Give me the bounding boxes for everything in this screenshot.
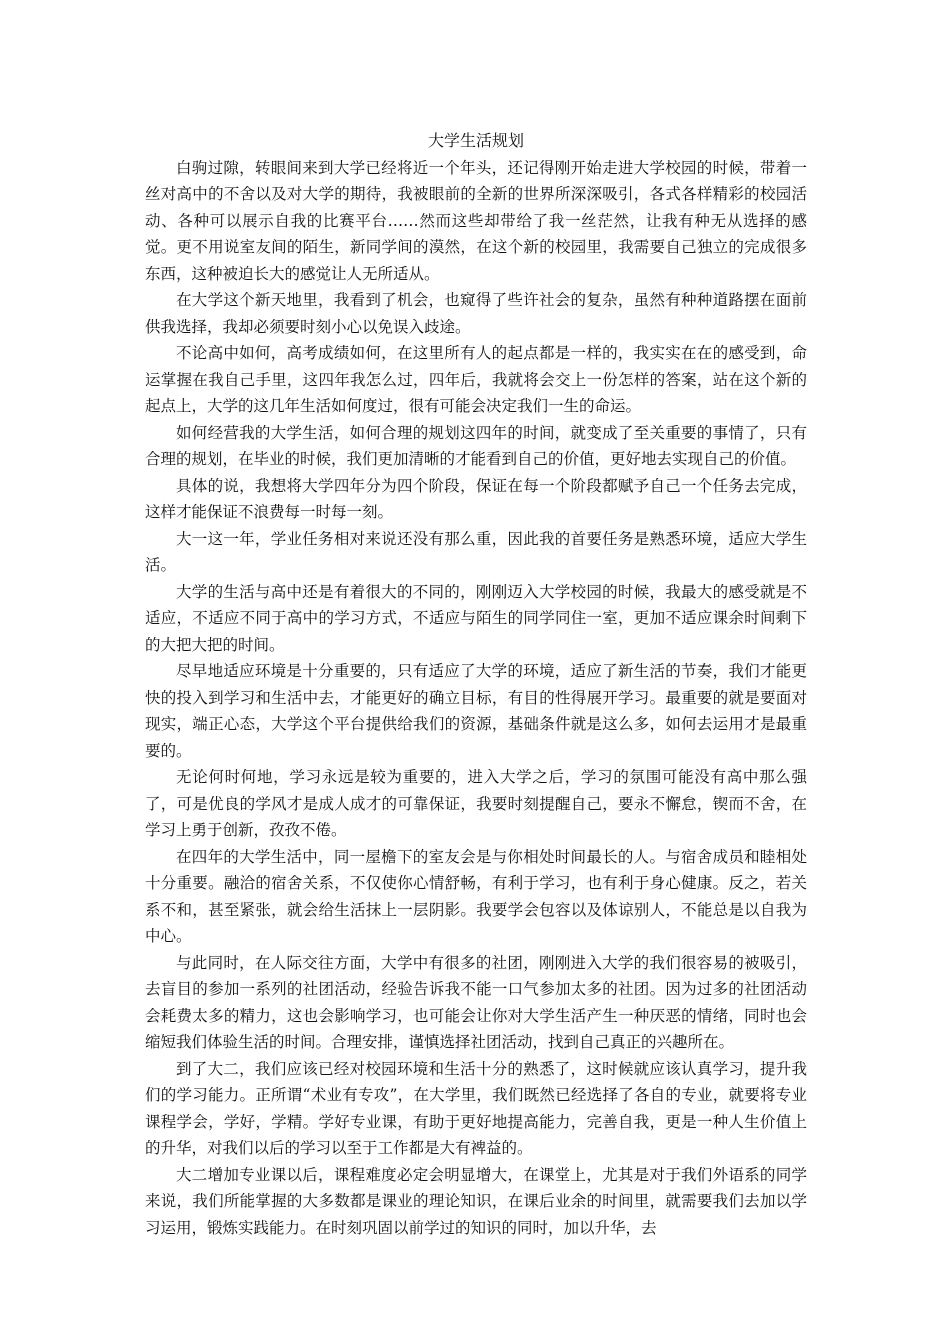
paragraph: 白驹过隙，转眼间来到大学已经将近一个年头，还记得刚开始走进大学校园的时候，带着一丝对高中的不舍以及对大学的期待，我被眼前的全新的世界所深深吸引，各式各样精彩的校园活动、各种可以展示自我的比赛平台……然而这些却带给了我一丝茫然，让我有种无从选择的感觉。更不用说室友间的陌生，新同学间的漠然，在这个新的校园里，我需要自己独立的完成很多东西，这种被迫长大的感觉让人无所适从。 bbox=[145, 158, 807, 283]
document-body bbox=[145, 128, 807, 1241]
paragraph: 大一这一年，学业任务相对来说还没有那么重，因此我的首要任务是熟悉环境，适应大学生活。 bbox=[145, 529, 807, 574]
paragraph: 无论何时何地，学习永远是较为重要的，进入大学之后，学习的氛围可能没有高中那么强了，可是优良的学风才是成人成才的可靠保证，我要时刻提醒自己，要永不懈怠，锲而不舍，在学习上勇于创新，孜孜不倦。 bbox=[145, 768, 807, 839]
paragraph: 与此同时，在人际交往方面，大学中有很多的社团，刚刚进入大学的我们很容易的被吸引，去盲目的参加一系列的社团活动，经验告诉我不能一口气参加太多的社团。因为过多的社团活动会耗费太多的精力，这也会影响学习，也可能会让你对大学生活产生一种厌恶的情绪，同时也会缩短我们体验生活的时间。合理安排，谨慎选择社团活动，找到自己真正的兴趣所在。 bbox=[145, 953, 807, 1051]
paragraph: 如何经营我的大学生活，如何合理的规划这四年的时间，就变成了至关重要的事情了，只有合理的规划，在毕业的时候，我们更加清晰的才能看到自己的价值，更好地去实现自己的价值。 bbox=[145, 423, 807, 468]
paragraph: 尽早地适应环境是十分重要的，只有适应了大学的环境，适应了新生活的节奏，我们才能更快的投入到学习和生活中去，才能更好的确立目标，有目的性得展开学习。最重要的就是要面对现实，端正心态，大学这个平台提供给我们的资源，基础条件就是这么多，如何去运用才是最重要的。 bbox=[145, 662, 807, 760]
document-title: 大学生活规划 bbox=[427, 131, 524, 150]
paragraph: 到了大二，我们应该已经对校园环境和生活十分的熟悉了，这时候就应该认真学习，提升我们的学习能力。正所谓“术业有专攻”，在大学里，我们既然已经选择了各自的专业，就要将专业课程学会，学好，学精。学好专业课，有助于更好地提高能力，完善自我，更是一种人生价值上的升华，对我们以后的学习以至于工作都是大有裨益的。 bbox=[145, 1059, 807, 1157]
paragraph: 在大学这个新天地里，我看到了机会，也窥得了些许社会的复杂，虽然有种种道路摆在面前供我选择，我却必须要时刻小心以免误入歧途。 bbox=[145, 291, 807, 336]
paragraph: 大学的生活与高中还是有着很大的不同的，刚刚迈入大学校园的时候，我最大的感受就是不适应，不适应不同于高中的学习方式，不适应与陌生的同学同住一室，更加不适应课余时间剩下的大把大把的时间。 bbox=[145, 582, 807, 654]
paragraph: 具体的说，我想将大学四年分为四个阶段，保证在每一个阶段都赋予自己一个任务去完成，这样才能保证不浪费每一时每一刻。 bbox=[145, 476, 807, 521]
paragraph: 在四年的大学生活中，同一屋檐下的室友会是与你相处时间最长的人。与宿舍成员和睦相处十分重要。融洽的宿舍关系，不仅使你心情舒畅，有利于学习，也有利于身心健康。反之，若关系不和，甚至紧张，就会给生活抹上一层阴影。我要学会包容以及体谅别人，不能总是以自我为中心。 bbox=[145, 847, 807, 945]
paragraph: 大二增加专业课以后，课程难度必定会明显增大，在课堂上，尤其是对于我们外语系的同学来说，我们所能掌握的大多数都是课业的理论知识，在课后业余的时间里，就需要我们去加以学习运用，锻炼实践能力。在时刻巩固以前学过的知识的同时，加以升华，去 bbox=[145, 1165, 807, 1237]
paragraph: 不论高中如何，高考成绩如何，在这里所有人的起点都是一样的，我实实在在的感受到，命运掌握在我自己手里，这四年我怎么过，四年后，我就将会交上一份怎样的答案，站在这个新的起点上，大学的这几年生活如何度过，很有可能会决定我们一生的命运。 bbox=[145, 344, 807, 415]
